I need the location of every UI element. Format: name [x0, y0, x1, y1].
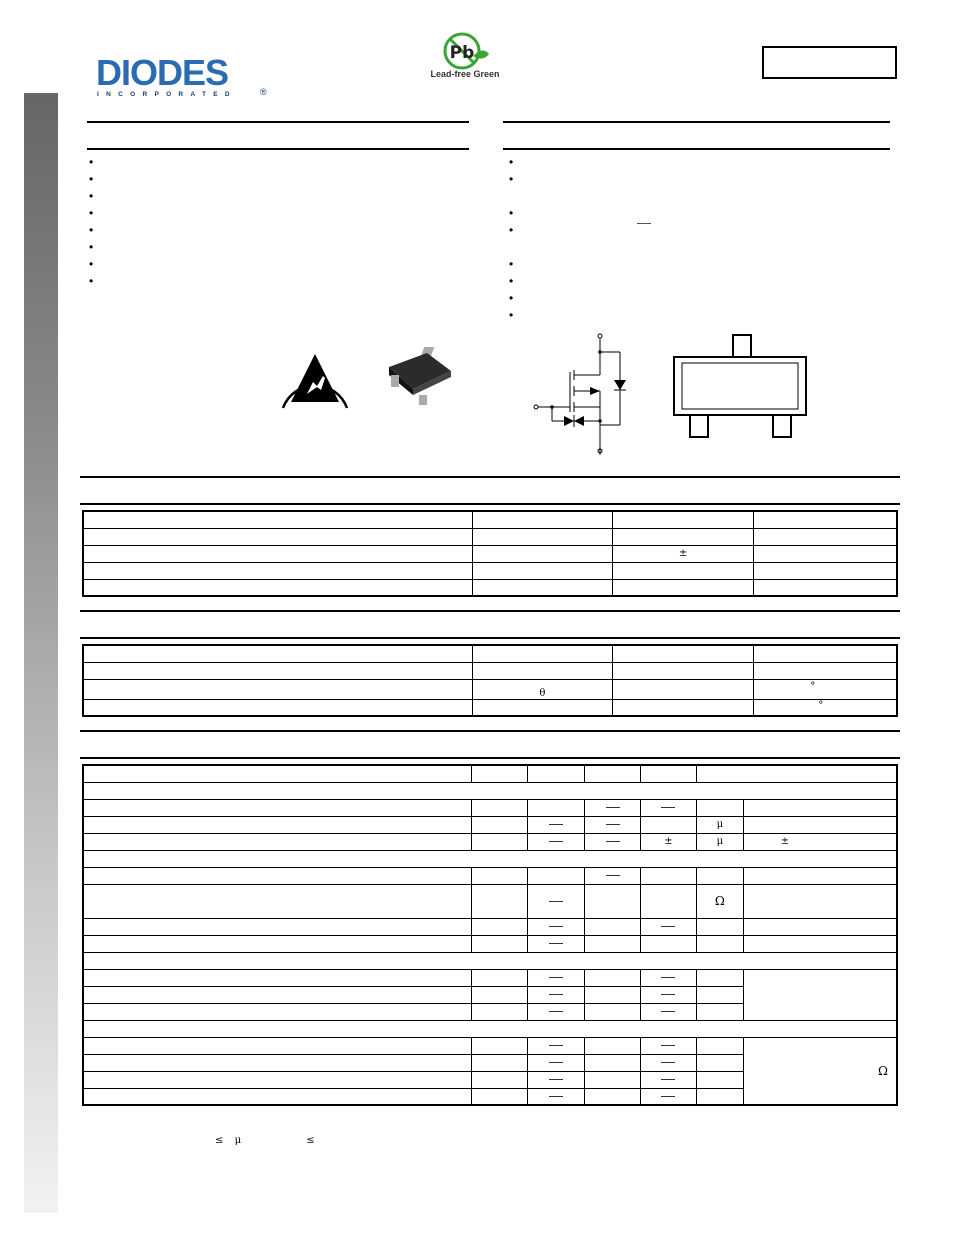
diodes-logo	[96, 52, 271, 100]
table-row	[83, 562, 897, 579]
lead-free-badge	[429, 32, 501, 82]
max-ratings-rule-top	[80, 476, 900, 478]
part-number-box	[762, 46, 897, 79]
sot23-package-image	[385, 345, 455, 405]
list-item	[89, 259, 459, 276]
table-row	[83, 867, 897, 884]
theta-symbol: θ	[539, 687, 546, 699]
electrical-characteristics-table	[82, 764, 898, 1106]
plus-minus-symbol: ±	[780, 836, 790, 847]
lead-free-icon	[429, 32, 501, 70]
table-section-row	[83, 782, 897, 799]
table-row	[83, 545, 897, 562]
electrical-rule-top	[80, 730, 900, 732]
lead-free-label: Lead-free Green	[430, 69, 500, 79]
ohm-symbol: Ω	[878, 1063, 888, 1078]
list-item	[509, 225, 889, 259]
esd-warning-icon	[277, 350, 353, 410]
list-item	[509, 174, 889, 208]
list-item	[89, 191, 459, 208]
degree-symbol: °	[818, 699, 824, 711]
pinout-top-view-diagram	[670, 333, 812, 439]
ohm-symbol: Ω	[714, 894, 725, 908]
electrical-rule-bottom	[80, 757, 900, 759]
micro-symbol: μ	[716, 836, 724, 847]
features-list	[89, 157, 459, 293]
features-rule-top	[87, 121, 469, 123]
list-item	[509, 157, 889, 174]
list-item	[89, 225, 459, 242]
mechanical-data-list	[509, 157, 889, 327]
table-row	[83, 699, 897, 716]
micro-symbol: μ	[716, 819, 724, 830]
thermal-rule-top	[80, 610, 900, 612]
list-item	[509, 293, 889, 310]
micro-symbol: μ	[234, 1135, 242, 1146]
mechanical-rule-top	[503, 121, 890, 123]
table-row	[83, 1037, 897, 1054]
thermal-characteristics-table	[82, 644, 898, 717]
less-equal-symbol: ≤	[215, 1135, 224, 1146]
list-item	[89, 157, 459, 174]
list-item	[509, 310, 889, 327]
table-row	[83, 511, 897, 528]
page-sidebar-gradient	[24, 93, 58, 1213]
table-section-row	[83, 850, 897, 867]
table-row	[83, 528, 897, 545]
table-section-row	[83, 1020, 897, 1037]
logo-subtitle: INCORPORATED	[97, 91, 237, 98]
registered-mark: ®	[260, 87, 267, 97]
features-rule-bottom	[87, 148, 469, 150]
less-equal-symbol: ≤	[306, 1135, 315, 1146]
table-row	[83, 969, 897, 986]
table-row	[83, 662, 897, 679]
table-row	[83, 579, 897, 596]
pb-symbol: Pb	[449, 43, 475, 63]
logo-wordmark: DIODES	[96, 52, 229, 93]
table-row	[83, 918, 897, 935]
thermal-rule-bottom	[80, 637, 900, 639]
maximum-ratings-table	[82, 510, 898, 597]
table-row	[83, 799, 897, 816]
mosfet-schematic-diagram	[530, 330, 640, 458]
table-row	[83, 645, 897, 662]
table-row	[83, 679, 897, 699]
list-item	[509, 259, 889, 276]
table-row	[83, 935, 897, 952]
plus-minus-symbol: ±	[664, 836, 673, 847]
mechanical-rule-bottom	[503, 148, 890, 150]
list-item	[89, 242, 459, 259]
list-item	[89, 208, 459, 225]
table-row	[83, 765, 897, 782]
list-item	[89, 174, 459, 191]
table-section-row	[83, 952, 897, 969]
table-row	[83, 884, 897, 918]
overline-mark	[637, 223, 651, 224]
max-ratings-rule-bottom	[80, 503, 900, 505]
notes-line	[215, 1135, 315, 1146]
table-row	[83, 816, 897, 833]
list-item	[509, 208, 889, 225]
table-row	[83, 833, 897, 850]
plus-minus-symbol: ±	[678, 548, 688, 559]
degree-symbol: °	[810, 680, 816, 692]
list-item	[89, 276, 459, 293]
list-item	[509, 276, 889, 293]
